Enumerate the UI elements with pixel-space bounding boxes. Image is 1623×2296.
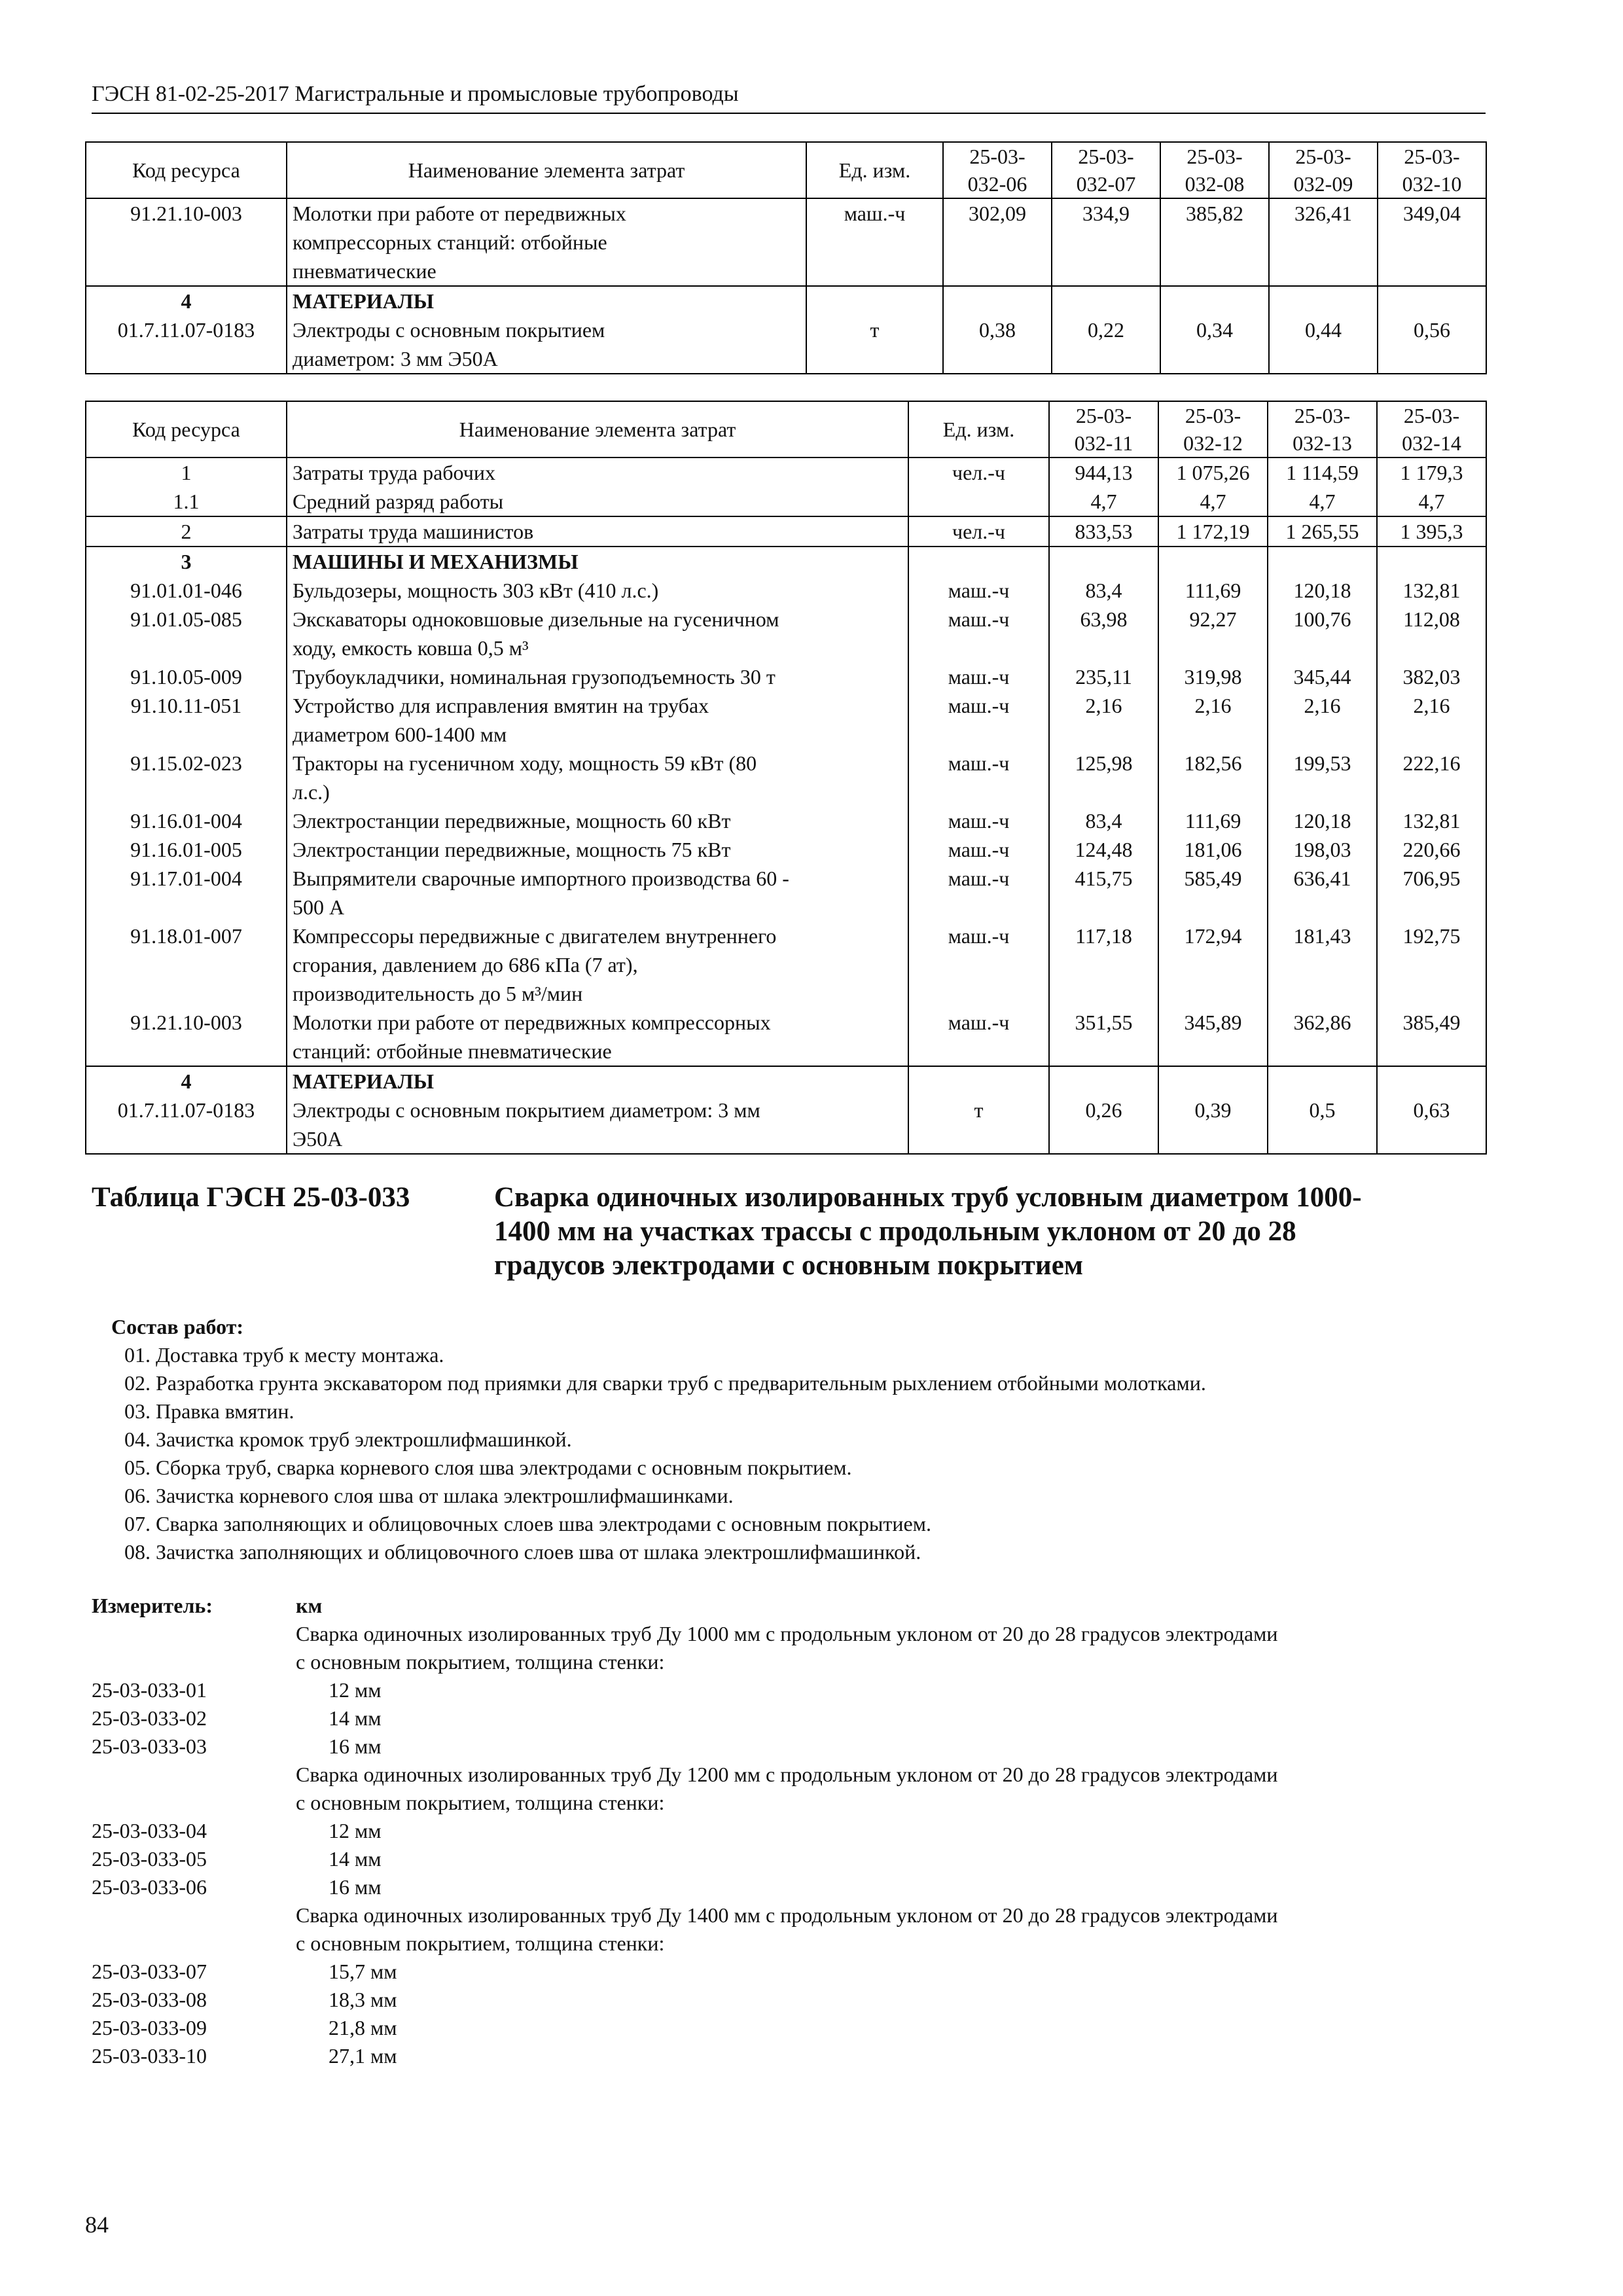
resource-value: 120,18 — [1268, 806, 1377, 835]
table-description-line: Сварка одиночных изолированных труб условным диаметром 1000- — [494, 1182, 1362, 1213]
header-norm-code — [1158, 401, 1268, 457]
empty-cell — [1049, 547, 1158, 576]
header-name: Наименование элемента затрат — [287, 142, 806, 198]
resource-row — [86, 457, 1486, 487]
resource-value: 302,09 — [943, 198, 1052, 286]
meter-desc-row — [92, 1648, 1486, 1676]
resource-unit: маш.-ч — [908, 1008, 1049, 1066]
work-item: 06. Зачистка корневого слоя шва от шлака электрошлифмашинками. — [124, 1484, 734, 1507]
resource-row — [86, 662, 1486, 691]
resource-name — [287, 922, 908, 1008]
resource-value: 181,06 — [1158, 835, 1268, 864]
resource-name — [287, 576, 908, 605]
resource-value: 172,94 — [1158, 922, 1268, 1008]
meter-item-value: 12 мм — [329, 1819, 382, 1842]
cell-line: 032-10 — [1402, 172, 1462, 196]
resource-value: 63,98 — [1049, 605, 1158, 662]
resource-value: 2,16 — [1049, 691, 1158, 749]
cell-line: станций: отбойные пневматические — [293, 1039, 612, 1063]
resource-name — [287, 806, 908, 835]
meter-desc: Сварка одиночных изолированных труб Ду 1400 мм с продольным уклоном от 20 до 28 градусов электродами — [296, 1903, 1278, 1927]
meter-desc-row — [92, 1929, 1486, 1958]
resource-code: 1 — [86, 457, 287, 487]
resource-value: 0,39 — [1158, 1096, 1268, 1154]
resource-value: 181,43 — [1268, 922, 1377, 1008]
meter-item-code: 25-03-033-01 — [92, 1678, 207, 1702]
meter-item-code: 25-03-033-02 — [92, 1706, 207, 1730]
resource-value: 235,11 — [1049, 662, 1158, 691]
resource-unit — [908, 487, 1049, 516]
meter-item — [92, 1845, 1486, 1873]
resource-code: 91.10.11-051 — [86, 691, 287, 749]
resource-row — [86, 1008, 1486, 1066]
resource-code: 91.10.05-009 — [86, 662, 287, 691]
meter-item-value: 16 мм — [329, 1875, 382, 1899]
resource-row — [86, 1096, 1486, 1154]
resource-value: 1 075,26 — [1158, 457, 1268, 487]
resource-name — [287, 315, 806, 374]
cell-line: 25-03- — [1185, 404, 1241, 427]
work-item: 05. Сборка труб, сварка корневого слоя шва электродами с основным покрытием. — [124, 1456, 852, 1479]
meter-item — [92, 1732, 1486, 1761]
resource-value: 326,41 — [1269, 198, 1378, 286]
resource-value: 415,75 — [1049, 864, 1158, 922]
header-norm-code — [1160, 142, 1269, 198]
resource-table-2 — [85, 401, 1487, 1155]
cell-line: производительность до 5 м³/мин — [293, 982, 583, 1005]
work-item: 04. Зачистка кромок труб электрошлифмашинкой. — [124, 1427, 572, 1451]
work-item: 01. Доставка труб к месту монтажа. — [124, 1343, 444, 1367]
resource-name — [287, 457, 908, 487]
meter-desc-row — [92, 1901, 1486, 1929]
header-norm-code — [1268, 401, 1377, 457]
cell-line: Средний разряд работы — [293, 490, 504, 513]
header-code: Код ресурса — [86, 401, 287, 457]
header-unit: Ед. изм. — [908, 401, 1049, 457]
cell-line: 25-03- — [969, 145, 1026, 168]
resource-value: 385,49 — [1377, 1008, 1486, 1066]
resource-value: 125,98 — [1049, 749, 1158, 806]
page-header: ГЭСН 81-02-25-2017 Магистральные и промысловые трубопроводы — [92, 76, 1486, 114]
resource-value: 385,82 — [1160, 198, 1269, 286]
resource-value: 636,41 — [1268, 864, 1377, 922]
empty-cell — [1268, 547, 1377, 576]
meter-desc: с основным покрытием, толщина стенки: — [296, 1931, 665, 1955]
cell-line: Выпрямители сварочные импортного производства 60 - — [293, 867, 789, 890]
cell-line: Электростанции передвижные, мощность 75 кВт — [293, 838, 731, 861]
section-row — [86, 286, 1486, 315]
header-row — [86, 401, 1486, 457]
resource-code: 2 — [86, 516, 287, 547]
resource-value: 112,08 — [1377, 605, 1486, 662]
resource-value: 83,4 — [1049, 576, 1158, 605]
resource-row — [86, 864, 1486, 922]
resource-value: 349,04 — [1378, 198, 1486, 286]
section-number: 4 — [86, 1066, 287, 1096]
meter-item-code: 25-03-033-07 — [92, 1960, 207, 1983]
meter-item — [92, 1676, 1486, 1704]
meter-item-value: 12 мм — [329, 1678, 382, 1702]
cell-line: 032-09 — [1293, 172, 1353, 196]
works-section — [111, 1313, 1486, 1566]
resource-code: 91.21.10-003 — [86, 198, 287, 286]
resource-value: 220,66 — [1377, 835, 1486, 864]
meter-item — [92, 1817, 1486, 1845]
resource-value: 362,86 — [1268, 1008, 1377, 1066]
resource-value: 345,44 — [1268, 662, 1377, 691]
cell-line: Трубоукладчики, номинальная грузоподъемность 30 т — [293, 665, 776, 689]
resource-code: 01.7.11.07-0183 — [86, 1096, 287, 1154]
cell-line: 032-08 — [1185, 172, 1245, 196]
meter-item-value: 27,1 мм — [329, 2044, 397, 2068]
resource-unit: чел.-ч — [908, 457, 1049, 487]
resource-unit: маш.-ч — [908, 749, 1049, 806]
cell-line: 032-06 — [967, 172, 1027, 196]
resource-unit: маш.-ч — [908, 806, 1049, 835]
resource-code: 91.16.01-005 — [86, 835, 287, 864]
cell-line: Компрессоры передвижные с двигателем внутреннего — [293, 924, 777, 948]
meter-item — [92, 1704, 1486, 1732]
resource-value: 222,16 — [1377, 749, 1486, 806]
meter-row — [92, 1592, 1486, 1620]
resource-value: 117,18 — [1049, 922, 1158, 1008]
meter-section — [92, 1592, 1486, 2070]
cell-line: компрессорных станций: отбойные — [293, 230, 607, 254]
resource-row — [86, 806, 1486, 835]
header-code: Код ресурса — [86, 142, 287, 198]
resource-code: 91.01.05-085 — [86, 605, 287, 662]
header-norm-code — [1377, 401, 1486, 457]
meter-item — [92, 2042, 1486, 2070]
resource-table-1 — [85, 141, 1487, 374]
empty-cell — [1158, 1066, 1268, 1096]
resource-code: 1.1 — [86, 487, 287, 516]
meter-item-code: 25-03-033-04 — [92, 1819, 207, 1842]
resource-value: 124,48 — [1049, 835, 1158, 864]
resource-row — [86, 198, 1486, 286]
resource-value: 0,56 — [1378, 315, 1486, 374]
resource-code: 91.15.02-023 — [86, 749, 287, 806]
empty-cell — [1049, 1066, 1158, 1096]
cell-line: 032-07 — [1076, 172, 1136, 196]
cell-line: диаметром 600-1400 мм — [293, 723, 507, 746]
resource-name — [287, 516, 908, 547]
cell-line: 25-03- — [1403, 404, 1460, 427]
cell-line: Устройство для исправления вмятин на трубах — [293, 694, 709, 717]
table-description-line: градусов электродами с основным покрытием — [494, 1250, 1084, 1281]
meter-label: Измеритель: — [92, 1594, 213, 1617]
meter-item-code: 25-03-033-06 — [92, 1875, 207, 1899]
meter-unit: км — [296, 1594, 323, 1617]
cell-line: Затраты труда рабочих — [293, 461, 495, 484]
cell-line: пневматические — [293, 259, 437, 283]
meter-desc-row — [92, 1761, 1486, 1789]
header-row — [86, 142, 1486, 198]
resource-value: 4,7 — [1049, 487, 1158, 516]
cell-line: 25-03- — [1294, 404, 1351, 427]
resource-row — [86, 749, 1486, 806]
resource-name — [287, 198, 806, 286]
resource-unit: маш.-ч — [908, 605, 1049, 662]
resource-value: 0,26 — [1049, 1096, 1158, 1154]
meter-desc: Сварка одиночных изолированных труб Ду 1200 мм с продольным уклоном от 20 до 28 градусов электродами — [296, 1763, 1278, 1786]
resource-value: 2,16 — [1377, 691, 1486, 749]
cell-line: Затраты труда машинистов — [293, 520, 534, 543]
resource-value: 120,18 — [1268, 576, 1377, 605]
works-heading: Состав работ: — [111, 1315, 244, 1338]
resource-unit: т — [908, 1096, 1049, 1154]
empty-cell — [1377, 1066, 1486, 1096]
resource-row — [86, 835, 1486, 864]
cell-line: диаметром: 3 мм Э50А — [293, 347, 498, 370]
resource-value: 198,03 — [1268, 835, 1377, 864]
resource-value: 382,03 — [1377, 662, 1486, 691]
cell-line: Тракторы на гусеничном ходу, мощность 59 кВт (80 — [293, 751, 757, 775]
cell-line: Электроды с основным покрытием диаметром: 3 мм — [293, 1098, 760, 1122]
resource-value: 1 395,3 — [1377, 516, 1486, 547]
section-number: 4 — [86, 286, 287, 315]
table-description — [494, 1181, 1489, 1283]
resource-value: 192,75 — [1377, 922, 1486, 1008]
cell-line: 032-14 — [1402, 431, 1461, 455]
resource-row — [86, 691, 1486, 749]
cell-line: 25-03- — [1078, 145, 1134, 168]
resource-value: 92,27 — [1158, 605, 1268, 662]
resource-value: 83,4 — [1049, 806, 1158, 835]
empty-cell — [1269, 286, 1378, 315]
cell-line: 25-03- — [1075, 404, 1132, 427]
resource-unit: т — [806, 315, 943, 374]
resource-value: 111,69 — [1158, 806, 1268, 835]
meter-desc: с основным покрытием, толщина стенки: — [296, 1650, 665, 1674]
meter-item-code: 25-03-033-05 — [92, 1847, 207, 1871]
resource-value: 0,63 — [1377, 1096, 1486, 1154]
meter-item-code: 25-03-033-03 — [92, 1734, 207, 1758]
resource-value: 0,34 — [1160, 315, 1269, 374]
table-id: Таблица ГЭСН 25-03-033 — [92, 1182, 410, 1213]
resource-unit: чел.-ч — [908, 516, 1049, 547]
resource-value: 4,7 — [1377, 487, 1486, 516]
work-item: 03. Правка вмятин. — [124, 1399, 294, 1423]
cell-line: Экскаваторы одноковшовые дизельные на гусеничном — [293, 607, 779, 631]
header-norm-code — [943, 142, 1052, 198]
resource-value: 1 114,59 — [1268, 457, 1377, 487]
resource-value: 1 265,55 — [1268, 516, 1377, 547]
empty-cell — [908, 547, 1049, 576]
resource-name — [287, 864, 908, 922]
cell-line: л.с.) — [293, 780, 330, 804]
cell-line: Молотки при работе от передвижных компрессорных — [293, 1011, 771, 1034]
resource-name — [287, 487, 908, 516]
resource-value: 0,22 — [1052, 315, 1160, 374]
header-norm-code — [1052, 142, 1160, 198]
resource-value: 182,56 — [1158, 749, 1268, 806]
resource-value: 132,81 — [1377, 576, 1486, 605]
meter-item-code: 25-03-033-08 — [92, 1988, 207, 2011]
resource-unit: маш.-ч — [908, 691, 1049, 749]
resource-value: 2,16 — [1158, 691, 1268, 749]
header-unit: Ед. изм. — [806, 142, 943, 198]
resource-value: 1 179,3 — [1377, 457, 1486, 487]
resource-row — [86, 605, 1486, 662]
meter-item — [92, 1986, 1486, 2014]
resource-value: 944,13 — [1049, 457, 1158, 487]
cell-line: 25-03- — [1186, 145, 1243, 168]
resource-value: 199,53 — [1268, 749, 1377, 806]
resource-unit: маш.-ч — [908, 922, 1049, 1008]
empty-cell — [1052, 286, 1160, 315]
resource-value: 0,38 — [943, 315, 1052, 374]
resource-value: 334,9 — [1052, 198, 1160, 286]
cell-line: ходу, емкость ковша 0,5 м³ — [293, 636, 529, 660]
resource-code: 91.21.10-003 — [86, 1008, 287, 1066]
section-row — [86, 547, 1486, 576]
resource-row — [86, 487, 1486, 516]
header-norm-code — [1049, 401, 1158, 457]
meter-item — [92, 2014, 1486, 2042]
empty-cell — [908, 1066, 1049, 1096]
section-row — [86, 1066, 1486, 1096]
resource-value: 4,7 — [1268, 487, 1377, 516]
meter-item-value: 15,7 мм — [329, 1960, 397, 1983]
cell-line: Электростанции передвижные, мощность 60 кВт — [293, 809, 731, 833]
cell-line: Бульдозеры, мощность 303 кВт (410 л.с.) — [293, 579, 659, 602]
meter-item — [92, 1958, 1486, 1986]
meter-desc: Сварка одиночных изолированных труб Ду 1000 мм с продольным уклоном от 20 до 28 градусов электродами — [296, 1622, 1278, 1645]
resource-value: 1 172,19 — [1158, 516, 1268, 547]
resource-value: 132,81 — [1377, 806, 1486, 835]
resource-unit: маш.-ч — [908, 864, 1049, 922]
header-name: Наименование элемента затрат — [287, 401, 908, 457]
resource-name — [287, 1008, 908, 1066]
empty-cell — [1158, 547, 1268, 576]
resource-value: 111,69 — [1158, 576, 1268, 605]
meter-desc-row — [92, 1620, 1486, 1648]
meter-item — [92, 1873, 1486, 1901]
resource-code: 91.18.01-007 — [86, 922, 287, 1008]
resource-value: 0,44 — [1269, 315, 1378, 374]
work-item: 02. Разработка грунта экскаватором под приямки для сварки труб с предварительным рыхлением отбойными молотками. — [124, 1371, 1206, 1395]
resource-unit: маш.-ч — [908, 835, 1049, 864]
section-title: МАТЕРИАЛЫ — [287, 1066, 908, 1096]
meter-item-code: 25-03-033-10 — [92, 2044, 207, 2068]
resource-name — [287, 835, 908, 864]
empty-cell — [1268, 1066, 1377, 1096]
resource-name — [287, 605, 908, 662]
cell-line: Э50А — [293, 1127, 343, 1151]
meter-item-value: 14 мм — [329, 1847, 382, 1871]
resource-row — [86, 315, 1486, 374]
work-item: 07. Сварка заполняющих и облицовочных слоев шва электродами с основным покрытием. — [124, 1512, 931, 1535]
resource-unit: маш.-ч — [908, 662, 1049, 691]
resource-value: 345,89 — [1158, 1008, 1268, 1066]
meter-item-value: 18,3 мм — [329, 1988, 397, 2011]
cell-line: 032-11 — [1074, 431, 1133, 455]
cell-line: 500 А — [293, 895, 345, 919]
meter-item-value: 16 мм — [329, 1734, 382, 1758]
resource-name — [287, 662, 908, 691]
section-title: МАТЕРИАЛЫ — [287, 286, 806, 315]
work-item: 08. Зачистка заполняющих и облицовочного слоев шва от шлака электрошлифмашинкой. — [124, 1540, 921, 1564]
header-norm-code — [1269, 142, 1378, 198]
cell-line: 032-13 — [1293, 431, 1352, 455]
page-number: 84 — [85, 2212, 109, 2238]
empty-cell — [1377, 547, 1486, 576]
resource-code: 91.16.01-004 — [86, 806, 287, 835]
cell-line: сгорания, давлением до 686 кПа (7 ат), — [293, 953, 638, 977]
cell-line: 25-03- — [1295, 145, 1351, 168]
meter-desc: с основным покрытием, толщина стенки: — [296, 1791, 665, 1814]
resource-name — [287, 691, 908, 749]
resource-value: 833,53 — [1049, 516, 1158, 547]
meter-item-value: 21,8 мм — [329, 2016, 397, 2039]
resource-row — [86, 576, 1486, 605]
resource-code: 91.01.01-046 — [86, 576, 287, 605]
resource-unit: маш.-ч — [908, 576, 1049, 605]
resource-value: 351,55 — [1049, 1008, 1158, 1066]
empty-cell — [943, 286, 1052, 315]
cell-line: 25-03- — [1404, 145, 1460, 168]
resource-row — [86, 922, 1486, 1008]
section-title: МАШИНЫ И МЕХАНИЗМЫ — [287, 547, 908, 576]
section-number: 3 — [86, 547, 287, 576]
header-norm-code — [1378, 142, 1486, 198]
resource-value: 706,95 — [1377, 864, 1486, 922]
resource-value: 319,98 — [1158, 662, 1268, 691]
resource-value: 0,5 — [1268, 1096, 1377, 1154]
table-description-line: 1400 мм на участках трассы с продольным уклоном от 20 до 28 — [494, 1216, 1296, 1247]
empty-cell — [806, 286, 943, 315]
cell-line: 032-12 — [1183, 431, 1243, 455]
empty-cell — [1160, 286, 1269, 315]
resource-value: 2,16 — [1268, 691, 1377, 749]
meter-groups — [92, 1620, 1486, 2070]
resource-row — [86, 516, 1486, 547]
resource-unit: маш.-ч — [806, 198, 943, 286]
resource-value: 585,49 — [1158, 864, 1268, 922]
resource-name — [287, 749, 908, 806]
empty-cell — [1378, 286, 1486, 315]
resource-name — [287, 1096, 908, 1154]
cell-line: Электроды с основным покрытием — [293, 318, 605, 342]
resource-value: 4,7 — [1158, 487, 1268, 516]
cell-line: Молотки при работе от передвижных — [293, 202, 626, 225]
resource-code: 91.17.01-004 — [86, 864, 287, 922]
meter-item-value: 14 мм — [329, 1706, 382, 1730]
resource-value: 100,76 — [1268, 605, 1377, 662]
resource-code: 01.7.11.07-0183 — [86, 315, 287, 374]
meter-item-code: 25-03-033-09 — [92, 2016, 207, 2039]
meter-desc-row — [92, 1789, 1486, 1817]
